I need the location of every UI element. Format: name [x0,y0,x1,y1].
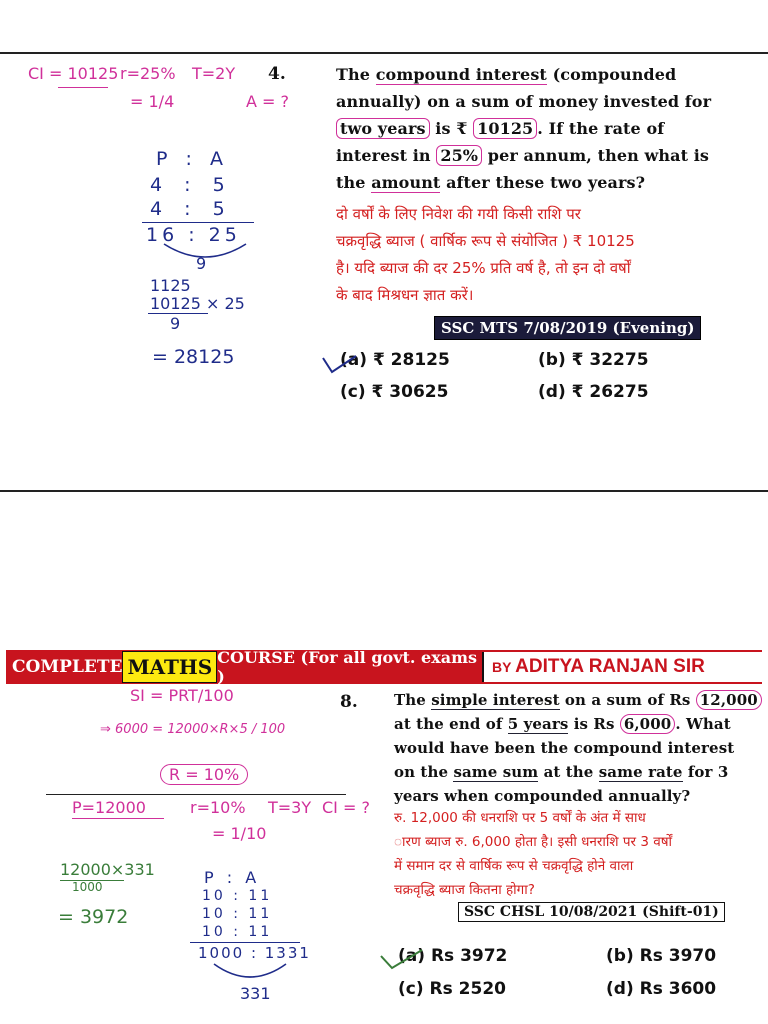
question-hindi: दो वर्षों के लिए निवेश की गयी किसी राशि पर चक्रवृद्धि ब्याज ( वार्षिक रूप से संयोजित ) ₹ 10125 है। यदि ब्याज की दर 25% प्रति वर्ष है, तो इन दो वर्षों के बाद मिश्रधन ज्ञात करें। [336,205,635,304]
note-principal: P=12000 [72,798,146,817]
note-ratio-line [190,942,300,943]
highlight-si: 6,000 [620,714,675,734]
checkmark-icon [320,354,360,376]
checkmark-icon [378,948,428,972]
banner-author: BY ADITYA RANJAN SIR [482,652,762,682]
question-card-8 [0,686,768,1024]
note-result: = 3972 [58,906,129,928]
note-ratio-row1: 10 : 11 [202,888,273,904]
note-ratio-row1: 4 : 5 [150,174,233,196]
note-rate: r=10% [190,798,246,817]
note-ci: CI = 10125 [28,64,119,83]
question-text: The compound interest (compounded annually) on a sum of money invested for two years is ₹ 10125 . If the rate of interest in 25% per annum, then what is the amount after these two years? [336,65,712,192]
note-difference-arc [210,960,290,984]
note-si-step: ⇒ 6000 = 12000×R×5 / 100 [100,722,286,737]
note-ratio-row3: 16 : 25 [146,224,241,246]
note-rate: r=25% [120,64,176,83]
note-calc: 12000×331 [60,860,155,879]
option-c[interactable]: (c) Rs 2520 [398,979,506,999]
note-amount: A = ? [246,92,290,111]
note-diff: 331 [240,984,271,1003]
highlight-principal: 12,000 [696,690,762,710]
banner-maths: MATHS [122,651,217,683]
option-a[interactable]: (a) Rs 3972 [398,946,508,966]
note-rate-result: R = 10% [160,764,248,785]
option-a[interactable]: (a) ₹ 28125 [340,350,450,370]
note-calc-top: 1125 [150,276,191,295]
note-ratio-row2: 4 : 5 [150,198,233,220]
option-d[interactable]: (d) Rs 3600 [606,979,717,999]
note-divider [46,794,346,795]
note-time: T=3Y [268,798,312,817]
highlight-rate: 25% [436,145,482,166]
option-b[interactable]: (b) Rs 3970 [606,946,717,966]
note-calc-den: 9 [170,314,181,333]
question-hindi: रु. 12,000 की धनराशि पर 5 वर्षों के अंत में साध ारण ब्याज रु. 6,000 होता है। इसी धनराशि पर 3 वर्षों में समान दर से वार्षिक रूप से चक्रवृद्धि होने वाला चक्रवृद्धि ब्याज कितना होगा? [394,810,673,898]
course-banner [6,650,762,684]
note-ratio-row4: 1000 : 1331 [198,944,311,962]
option-b[interactable]: (b) ₹ 32275 [538,350,649,370]
note-ratio-line [142,222,254,223]
note-time: T=2Y [192,64,236,83]
banner-complete: COMPLETE [12,657,123,677]
note-si-formula: SI = PRT/100 [130,686,234,705]
note-nine: 9 [196,254,207,273]
note-ratio-header: P : A [204,868,261,887]
note-ratio-row2: 10 : 11 [202,906,273,922]
note-calc: 10125 × 25 [150,294,245,313]
note-tenth: = 1/10 [212,824,267,843]
question-number: 4. [268,64,286,84]
option-d[interactable]: (d) ₹ 26275 [538,382,649,402]
note-result: = 28125 [152,346,235,368]
note-underline [58,87,108,88]
note-calc-den: 1000 [72,880,103,894]
note-ratio-header: P : A [156,148,229,170]
note-principal-underline [72,818,164,819]
question-number: 8. [340,692,358,712]
note-ci: CI = ? [322,798,370,817]
note-ratio-row3: 10 : 11 [202,924,273,940]
option-c[interactable]: (c) ₹ 30625 [340,382,449,402]
highlight-amount: 10125 [473,118,537,139]
banner-course: COURSE (For all govt. exams ) [217,648,478,686]
source-badge: SSC CHSL 10/08/2021 (Shift-01) [458,902,725,922]
question-text: The simple interest on a sum of Rs 12,000 at the end of 5 years is Rs 6,000 . What would have been the compound interest on the same sum at the same rate for 3 years when compounded annually? [394,688,764,808]
note-quarter: = 1/4 [130,92,175,111]
question-card-4 [0,52,768,492]
highlight-two-years: two years [336,118,430,139]
source-badge: SSC MTS 7/08/2019 (Evening) [434,316,701,340]
